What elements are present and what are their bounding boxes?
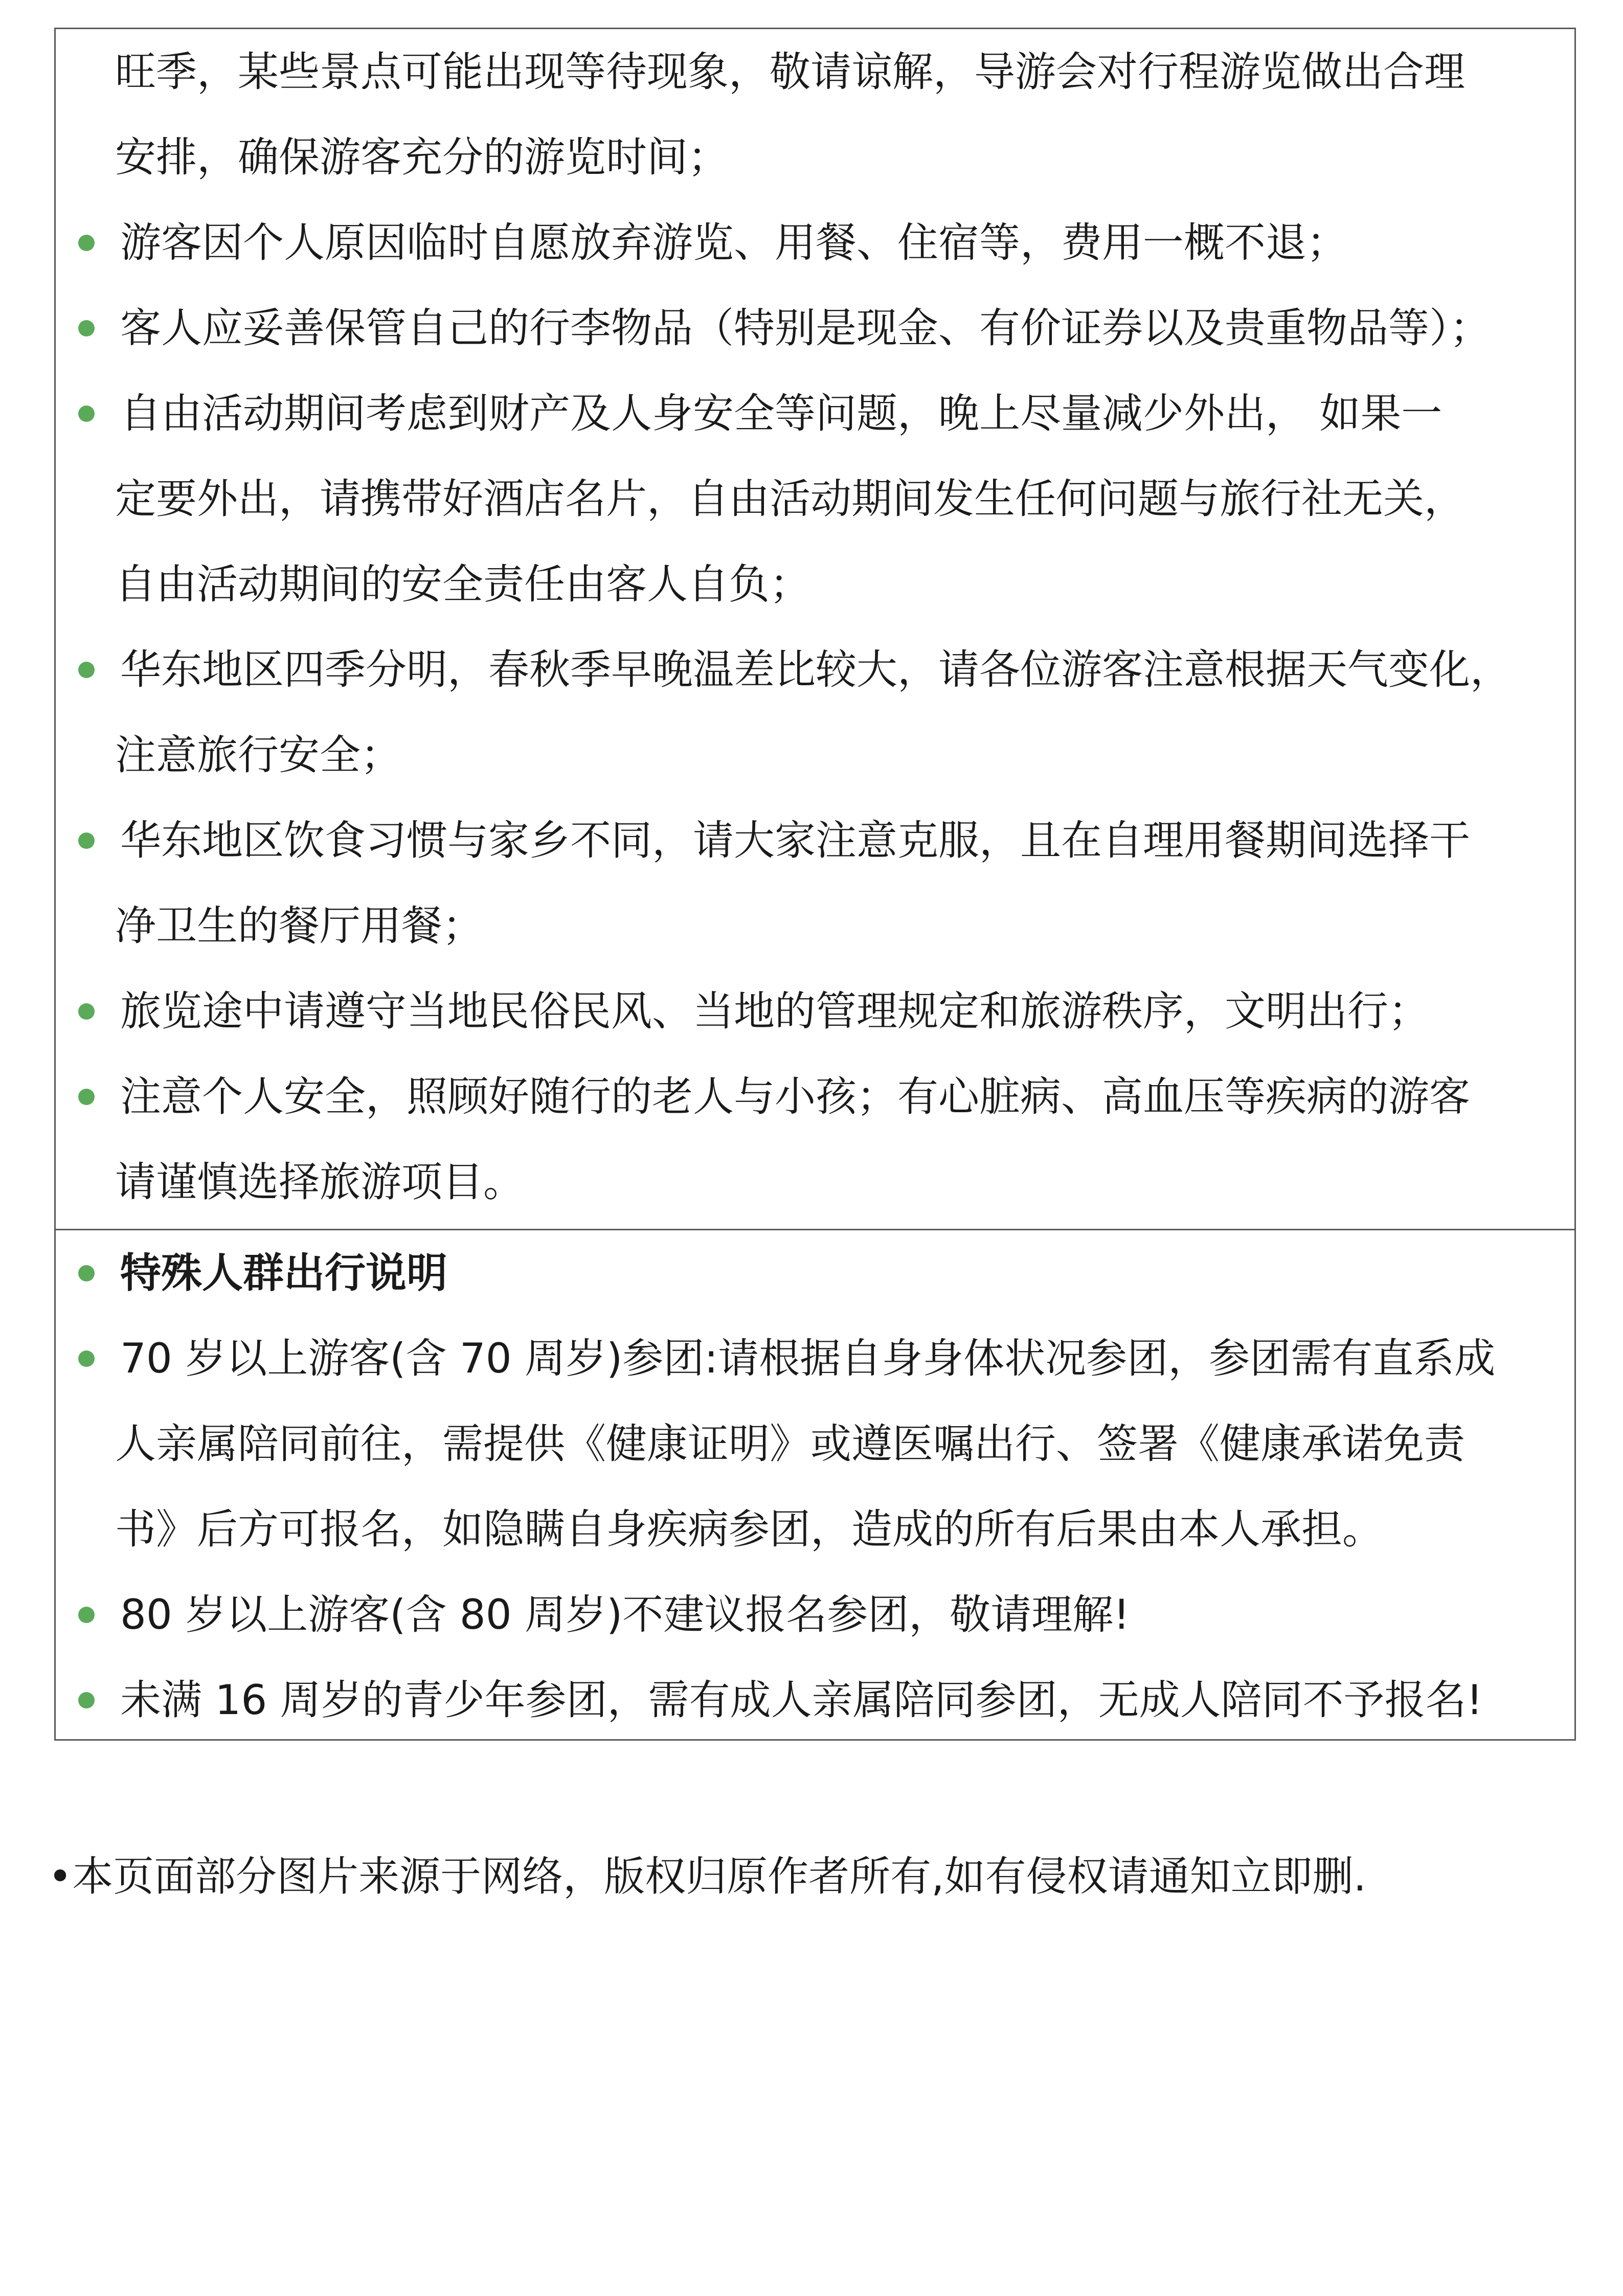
list-item-line: 注意旅行安全； bbox=[115, 731, 401, 779]
list-item-line: 游客因个人原因临时自愿放弃游览、用餐、住宿等，费用一概不退； bbox=[120, 219, 1347, 266]
list-item bbox=[115, 1054, 1577, 1225]
list-item-line: 注意个人安全，照顾好随行的老人与小孩；有心脏病、高血压等疾病的游客 bbox=[120, 1073, 1470, 1120]
list-item bbox=[120, 1572, 1577, 1657]
bullet-icon bbox=[78, 1692, 95, 1708]
notice-box bbox=[54, 28, 1576, 1741]
travel-notes-section bbox=[56, 29, 1574, 1229]
list-item-line: 自由活动期间的安全责任由客人自负； bbox=[115, 560, 810, 608]
section-heading-text: 特殊人群出行说明 bbox=[120, 1249, 447, 1297]
list-item bbox=[115, 371, 1577, 627]
list-item-line: 人亲属陪同前往，需提供《健康证明》或遵医嘱出行、签署《健康承诺免责 bbox=[115, 1420, 1465, 1468]
list-item-line: 华东地区饮食习惯与家乡不同，请大家注意克服，且在自理用餐期间选择干 bbox=[120, 817, 1470, 864]
list-item-line: 70 岁以上游客(含 70 周岁)参团:请根据自身身体状况参团，参团需有直系成 bbox=[120, 1335, 1496, 1382]
bullet-icon bbox=[78, 320, 95, 336]
bullet-icon bbox=[78, 1003, 95, 1020]
intro-line: 旺季，某些景点可能出现等待现象，敬请谅解，导游会对行程游览做出合理 bbox=[115, 48, 1465, 96]
bullet-icon bbox=[78, 1265, 95, 1281]
intro-paragraph bbox=[115, 29, 1572, 200]
list-item bbox=[120, 200, 1577, 285]
bullet-icon bbox=[78, 1089, 95, 1105]
bullet-icon bbox=[78, 1350, 95, 1367]
list-item-line: 净卫生的餐厅用餐； bbox=[115, 902, 483, 950]
list-item-line: 请谨慎选择旅游项目。 bbox=[115, 1158, 524, 1206]
bullet-icon bbox=[78, 832, 95, 849]
list-item-line: 客人应妥善保管自己的行李物品（特别是现金、有价证券以及贵重物品等）； bbox=[120, 304, 1491, 352]
list-item-line: 未满 16 周岁的青少年参团，需有成人亲属陪同参团，无成人陪同不予报名! bbox=[120, 1676, 1483, 1724]
list-item bbox=[120, 1657, 1577, 1743]
list-item bbox=[120, 969, 1577, 1054]
list-item bbox=[115, 798, 1577, 969]
list-item bbox=[115, 1316, 1577, 1572]
bullet-icon bbox=[78, 235, 95, 251]
bullet-icon bbox=[78, 1607, 95, 1623]
list-item-line: 书》后方可报名，如隐瞒自身疾病参团，造成的所有后果由本人承担。 bbox=[115, 1505, 1383, 1553]
list-item-line: 定要外出，请携带好酒店名片，自由活动期间发生任何问题与旅行社无关， bbox=[115, 475, 1465, 523]
list-item bbox=[120, 285, 1577, 371]
list-item-line: 旅览途中请遵守当地民俗民风、当地的管理规定和旅游秩序，文明出行； bbox=[120, 987, 1429, 1035]
list-item bbox=[115, 627, 1577, 798]
list-item-line: 华东地区四季分明，春秋季早晚温差比较大，请各位游客注意根据天气变化， bbox=[120, 646, 1511, 693]
list-item-line: 80 岁以上游客(含 80 周岁)不建议报名参团，敬请理解! bbox=[120, 1591, 1130, 1638]
list-item-line: 自由活动期间考虑到财产及人身安全等问题，晚上尽量减少外出， 如果一 bbox=[120, 390, 1442, 437]
bullet-icon bbox=[78, 662, 95, 678]
special-groups-section bbox=[56, 1230, 1574, 1742]
section-heading bbox=[120, 1230, 1577, 1316]
bullet-icon bbox=[78, 406, 95, 422]
copyright-footnote: •本页面部分图片来源于网络，版权归原作者所有,如有侵权请通知立即删. bbox=[48, 1853, 1367, 1900]
intro-line: 安排，确保游客充分的游览时间； bbox=[115, 133, 729, 181]
